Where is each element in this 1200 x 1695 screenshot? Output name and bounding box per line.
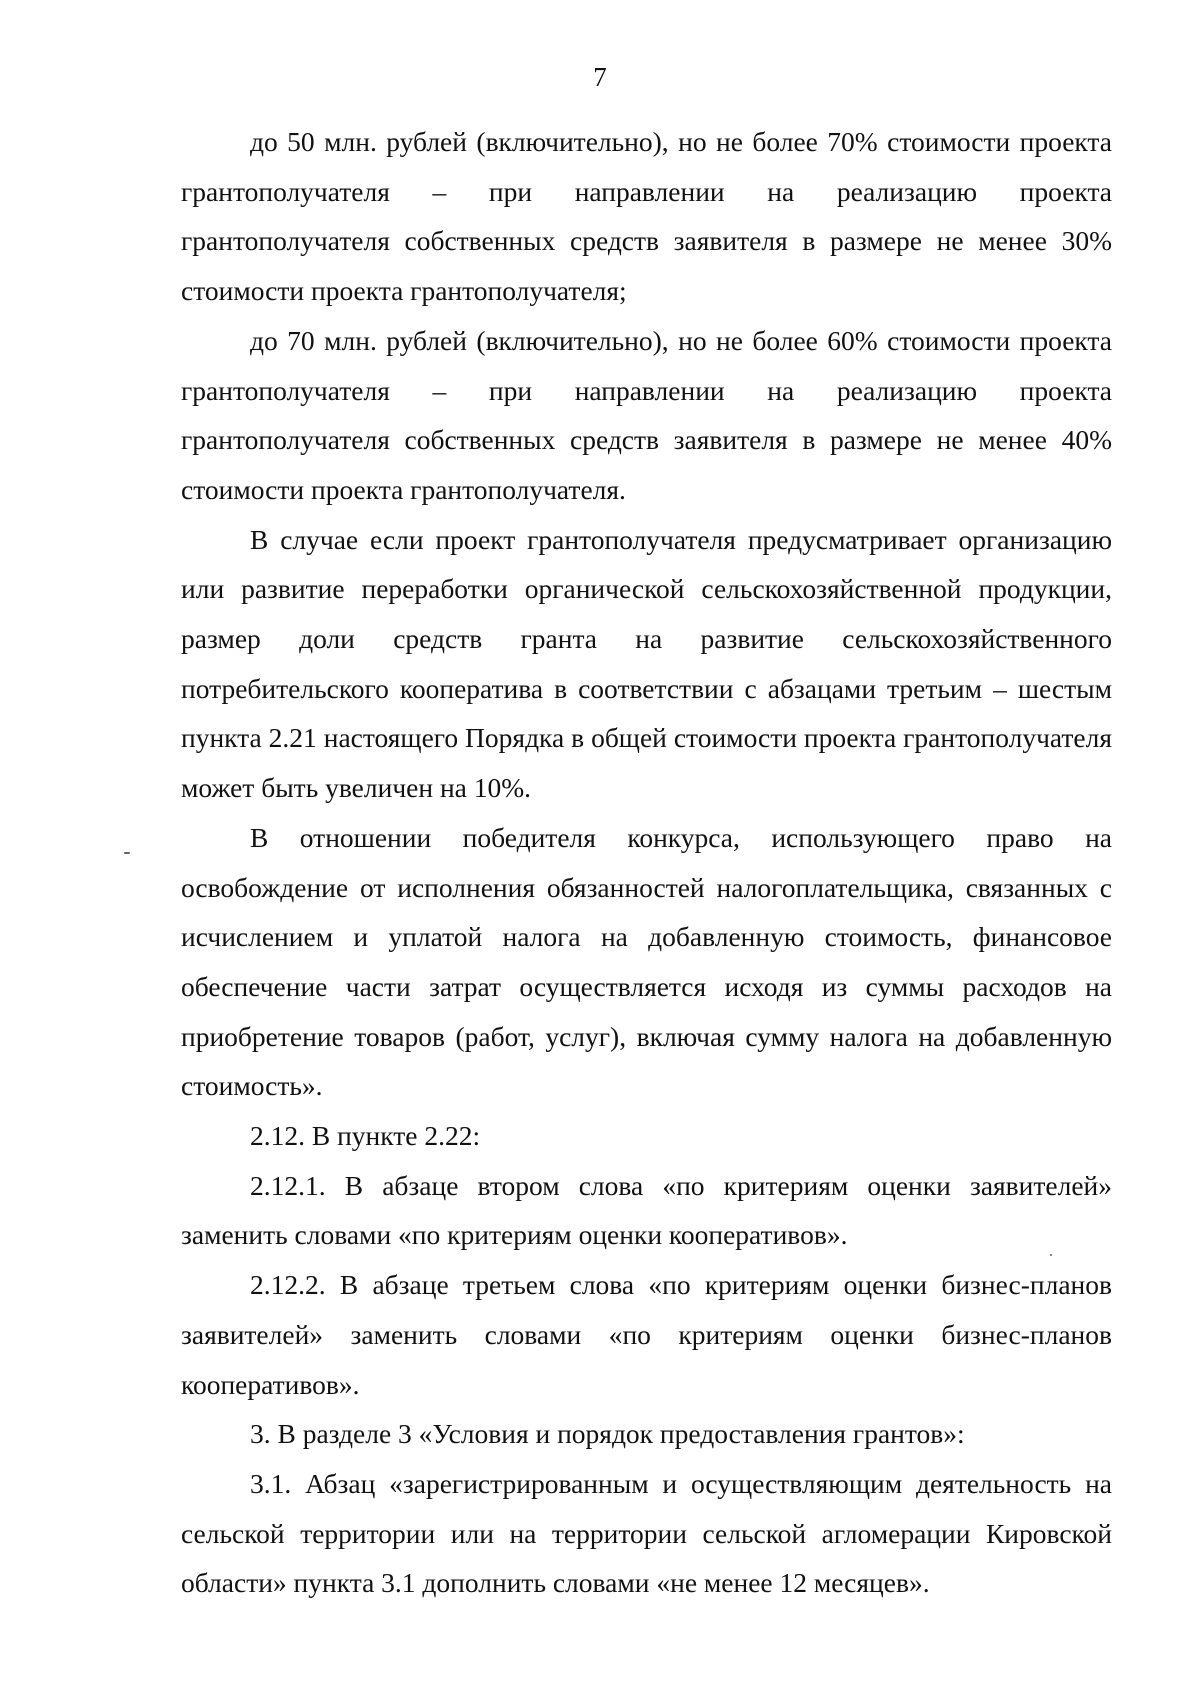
paragraph-2-12-1: 2.12.1. В абзаце втором слова «по критериям оценки заявителей» заменить словами «по критериям оценки кооперативов».: [181, 1169, 1112, 1251]
paragraph-3-1: 3.1. Абзац «зарегистрированным и осуществляющим деятельность на сельской территории или на территории сельской агломерации Кировской области» пункта 3.1 дополнить словами «не менее 12 месяцев».: [181, 1467, 1112, 1599]
paragraph-2-12: 2.12. В пункте 2.22:: [250, 1120, 481, 1152]
page-number: 7: [593, 62, 607, 92]
paragraph-grant-up-to-50m: до 50 млн. рублей (включительно), но не более 70% стоимости проекта грантополучателя – при направлении на реализацию проекта грантополучателя собственных средств заявителя в размере не менее 30% стоимости проекта грантополучателя;: [181, 126, 1112, 307]
paragraph-organic-processing: В случае если проект грантополучателя предусматривает организацию или развитие переработки органической сельскохозяйственной продукции, размер доли средств гранта на развитие сельскохозяйственного потребительского кооператива в соответствии с абзацами третьим – шестым пункта 2.21 настоящего Порядка в общей стоимости проекта грантополучателя может быть увеличен на 10%.: [181, 523, 1112, 804]
paragraph-2-12-2: 2.12.2. В абзаце третьем слова «по критериям оценки бизнес-планов заявителей» заменить словами «по критериям оценки бизнес-планов кооперативов».: [181, 1269, 1112, 1400]
paragraph-section-3: 3. В разделе 3 «Условия и порядок предоставления грантов»:: [250, 1418, 965, 1450]
paragraph-grant-up-to-70m: до 70 млн. рублей (включительно), но не более 60% стоимости проекта грантополучателя – при направлении на реализацию проекта грантополучателя собственных средств заявителя в размере не менее 40% стоимости проекта грантополучателя.: [181, 324, 1112, 505]
scan-speck: [1050, 1254, 1052, 1256]
paragraph-vat-exemption: В отношении победителя конкурса, использующего право на освобождение от исполнения обязанностей налогоплательщика, связанных с исчислением и уплатой налога на добавленную стоимость, финансовое обеспечение части затрат осуществляется исходя из суммы расходов на приобретение товаров (работ, услуг), включая сумму налога на добавленную стоимость».: [181, 821, 1112, 1102]
scan-speck: [124, 852, 130, 854]
document-body: [181, 117, 1112, 1608]
